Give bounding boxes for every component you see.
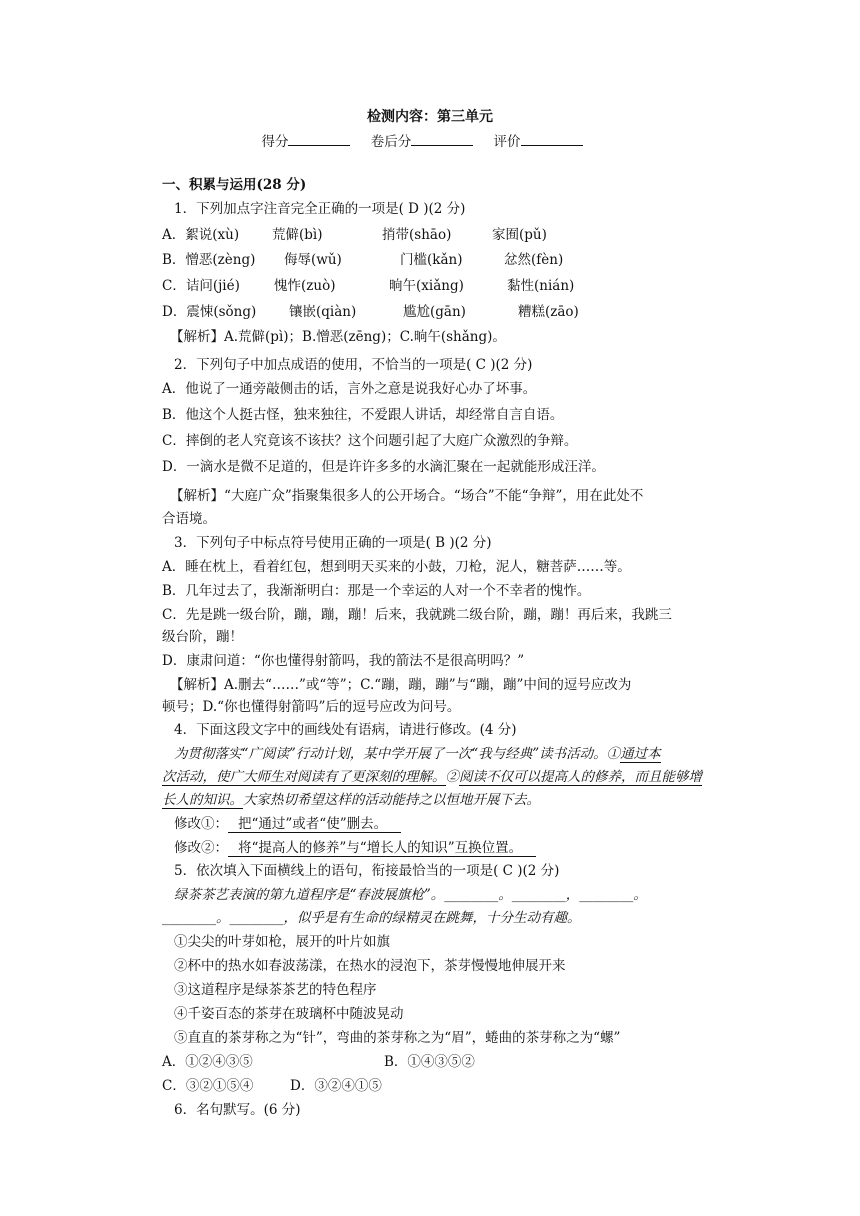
- q5-options-cd: [162, 1077, 382, 1095]
- q1-d-3: 尴尬(gān): [403, 304, 466, 320]
- q1-option-b: [162, 251, 563, 269]
- q4-fix2-answer: 将“提高人的修养”与“增长人的知识”互换位置。: [228, 840, 536, 857]
- q5-option-d: D．③②④①⑤: [290, 1078, 382, 1094]
- q4-passage-line1: [174, 745, 661, 763]
- q2-analysis-line1: 【解析】“大庭广众”指聚集很多人的公开场合。“场合”不能“争辩”，用在此处不: [170, 488, 644, 504]
- q5-item-5: ⑤直直的茶芽称之为“针”，弯曲的茶芽称之为“眉”，蜷曲的茶芽称之为“螺”: [174, 1030, 621, 1046]
- q2-option-c: C．摔倒的老人究竟该不该扶？这个问题引起了大庭广众激烈的争辩。: [162, 433, 578, 449]
- q3-option-a: A．睡在枕上，看着红包，想到明天买来的小鼓，刀枪，泥人，糖菩萨……等。: [162, 559, 631, 575]
- score-row: [0, 130, 860, 150]
- q1-option-a: [162, 226, 547, 244]
- q5-options-ab: [162, 1053, 475, 1071]
- q4-fix1-label: 修改①：: [174, 816, 228, 832]
- q1-a-1: A．絮说(xù): [162, 227, 240, 243]
- q4-fix2: [174, 839, 536, 857]
- q1-option-d: [162, 303, 579, 321]
- q4-marker-2: ②: [445, 769, 459, 785]
- q5-item-2: ②杯中的热水如春波荡漾，在热水的浸泡下，茶芽慢慢地伸展开来: [174, 958, 566, 974]
- q1-b-4: 忿然(fèn): [504, 252, 564, 268]
- section-heading: 一、积累与运用(28 分): [162, 177, 307, 193]
- q4-p1-text: 为贯彻落实“广阅读”行动计划，某中学开展了一次“我与经典”读书活动。①: [174, 746, 621, 762]
- q2-option-b: B．他这个人挺古怪，独来独往，不爱跟人讲话，却经常自言自语。: [162, 407, 564, 423]
- q3-option-b: B．几年过去了，我渐渐明白：那是一个幸运的人对一个不幸者的愧怍。: [162, 583, 591, 599]
- q4-passage-line3: [162, 791, 540, 809]
- q5-option-b: B．①④③⑤②: [384, 1054, 475, 1070]
- q4-underline-1b: 次活动，使广大师生对阅读有了更深刻的理解。: [162, 769, 446, 785]
- q4-p3-text: 大家热切希望这样的活动能持之以恒地开展下去。: [243, 792, 540, 808]
- q5-passage-line1: 绿茶茶艺表演的第九道程序是“春波展旗枪”。________。________，________。: [174, 887, 647, 903]
- q6-stem: 6．名句默写。(6 分): [174, 1102, 301, 1118]
- q1-c-4: 黏性(nián): [507, 278, 575, 294]
- q2-analysis-line2: 合语境。: [162, 511, 216, 527]
- q3-option-d: D．康肃问道：“你也懂得射箭吗，我的箭法不是很高明吗？”: [162, 653, 525, 669]
- q2-stem: 2．下列句子中加点成语的使用，不恰当的一项是( C )(2 分): [174, 357, 533, 373]
- q2-option-a: A．他说了一通旁敲侧击的话，言外之意是说我好心办了坏事。: [162, 381, 537, 397]
- score-blank: [288, 132, 350, 146]
- q1-a-4: 家囿(pǔ): [492, 227, 547, 243]
- q1-d-4: 糟糕(zāo): [518, 304, 579, 320]
- q1-c-2: 愧怍(zuò): [274, 278, 336, 294]
- q1-b-2: 侮辱(wǔ): [284, 252, 342, 268]
- q1-c-1: C．诘问(jié): [162, 278, 240, 294]
- q4-underline-1a: 通过本: [620, 746, 661, 762]
- q1-b-3: 门槛(kǎn): [400, 252, 463, 268]
- q5-option-c: C．③②①⑤④: [162, 1078, 254, 1094]
- q1-option-c: [162, 277, 574, 295]
- q1-a-3: 捎带(shāo): [382, 227, 452, 243]
- q1-analysis: 【解析】A.荒僻(pì)；B.憎恶(zēng)；C.晌午(shǎng)。: [170, 329, 506, 345]
- q5-item-1: ①尖尖的叶芽如枪，展开的叶片如旗: [174, 934, 390, 950]
- q5-passage-line2: ________。________，似乎是有生命的绿精灵在跳舞，十分生动有趣。: [162, 910, 581, 926]
- q3-analysis-line2: 顿号；D.“你也懂得射箭吗”后的逗号应改为问号。: [162, 699, 461, 715]
- eval-label: 评价: [493, 134, 521, 150]
- q4-stem: 4．下面这段文字中的画线处有语病，请进行修改。(4 分): [174, 722, 517, 738]
- q3-option-c-line2: 级台阶，蹦！: [162, 629, 243, 645]
- q3-option-c-line1: C．先是跳一级台阶，蹦，蹦，蹦！后来，我就跳二级台阶，蹦，蹦！再后来，我跳三: [162, 607, 672, 623]
- paper-score-label: 卷后分: [370, 134, 412, 150]
- q1-d-1: D．震悚(sǒng): [162, 304, 257, 320]
- paper-score-blank: [411, 132, 473, 146]
- q1-d-2: 镶嵌(qiàn): [289, 304, 357, 320]
- q5-item-4: ④千姿百态的茶芽在玻璃杯中随波晃动: [174, 1006, 404, 1022]
- eval-blank: [521, 132, 583, 146]
- q3-analysis-line1: 【解析】A.删去“……”或“等”；C.“蹦，蹦，蹦”与“蹦，蹦”中间的逗号应改为: [170, 677, 632, 693]
- q5-option-a: A．①②④③⑤: [162, 1054, 253, 1070]
- q4-underline-2b: 长人的知识。: [162, 792, 243, 808]
- q4-underline-2a: 阅读不仅可以提高人的修养，而且能够增: [459, 769, 702, 785]
- q2-option-d: D．一滴水是微不足道的，但是许许多多的水滴汇聚在一起就能形成汪洋。: [162, 459, 605, 475]
- q4-fix1: [174, 815, 401, 833]
- page-title: 检测内容：第三单元: [367, 109, 493, 125]
- q1-b-1: B．憎恶(zèng): [162, 252, 256, 268]
- q1-c-3: 晌午(xiǎng): [389, 278, 464, 294]
- q5-item-3: ③这道程序是绿茶茶艺的特色程序: [174, 982, 377, 998]
- q5-stem: 5．依次填入下面横线上的语句，衔接最恰当的一项是( C )(2 分): [174, 863, 560, 879]
- q4-passage-line2: [162, 768, 702, 786]
- q3-stem: 3．下列句子中标点符号使用正确的一项是( B )(2 分): [174, 535, 492, 551]
- q1-stem: 1．下列加点字注音完全正确的一项是( D )(2 分): [174, 201, 466, 217]
- score-label: 得分: [261, 134, 289, 150]
- q4-fix1-answer: 把“通过”或者“使”删去。: [228, 816, 401, 833]
- q4-fix2-label: 修改②：: [174, 840, 228, 856]
- q1-a-2: 荒僻(bì): [272, 227, 323, 243]
